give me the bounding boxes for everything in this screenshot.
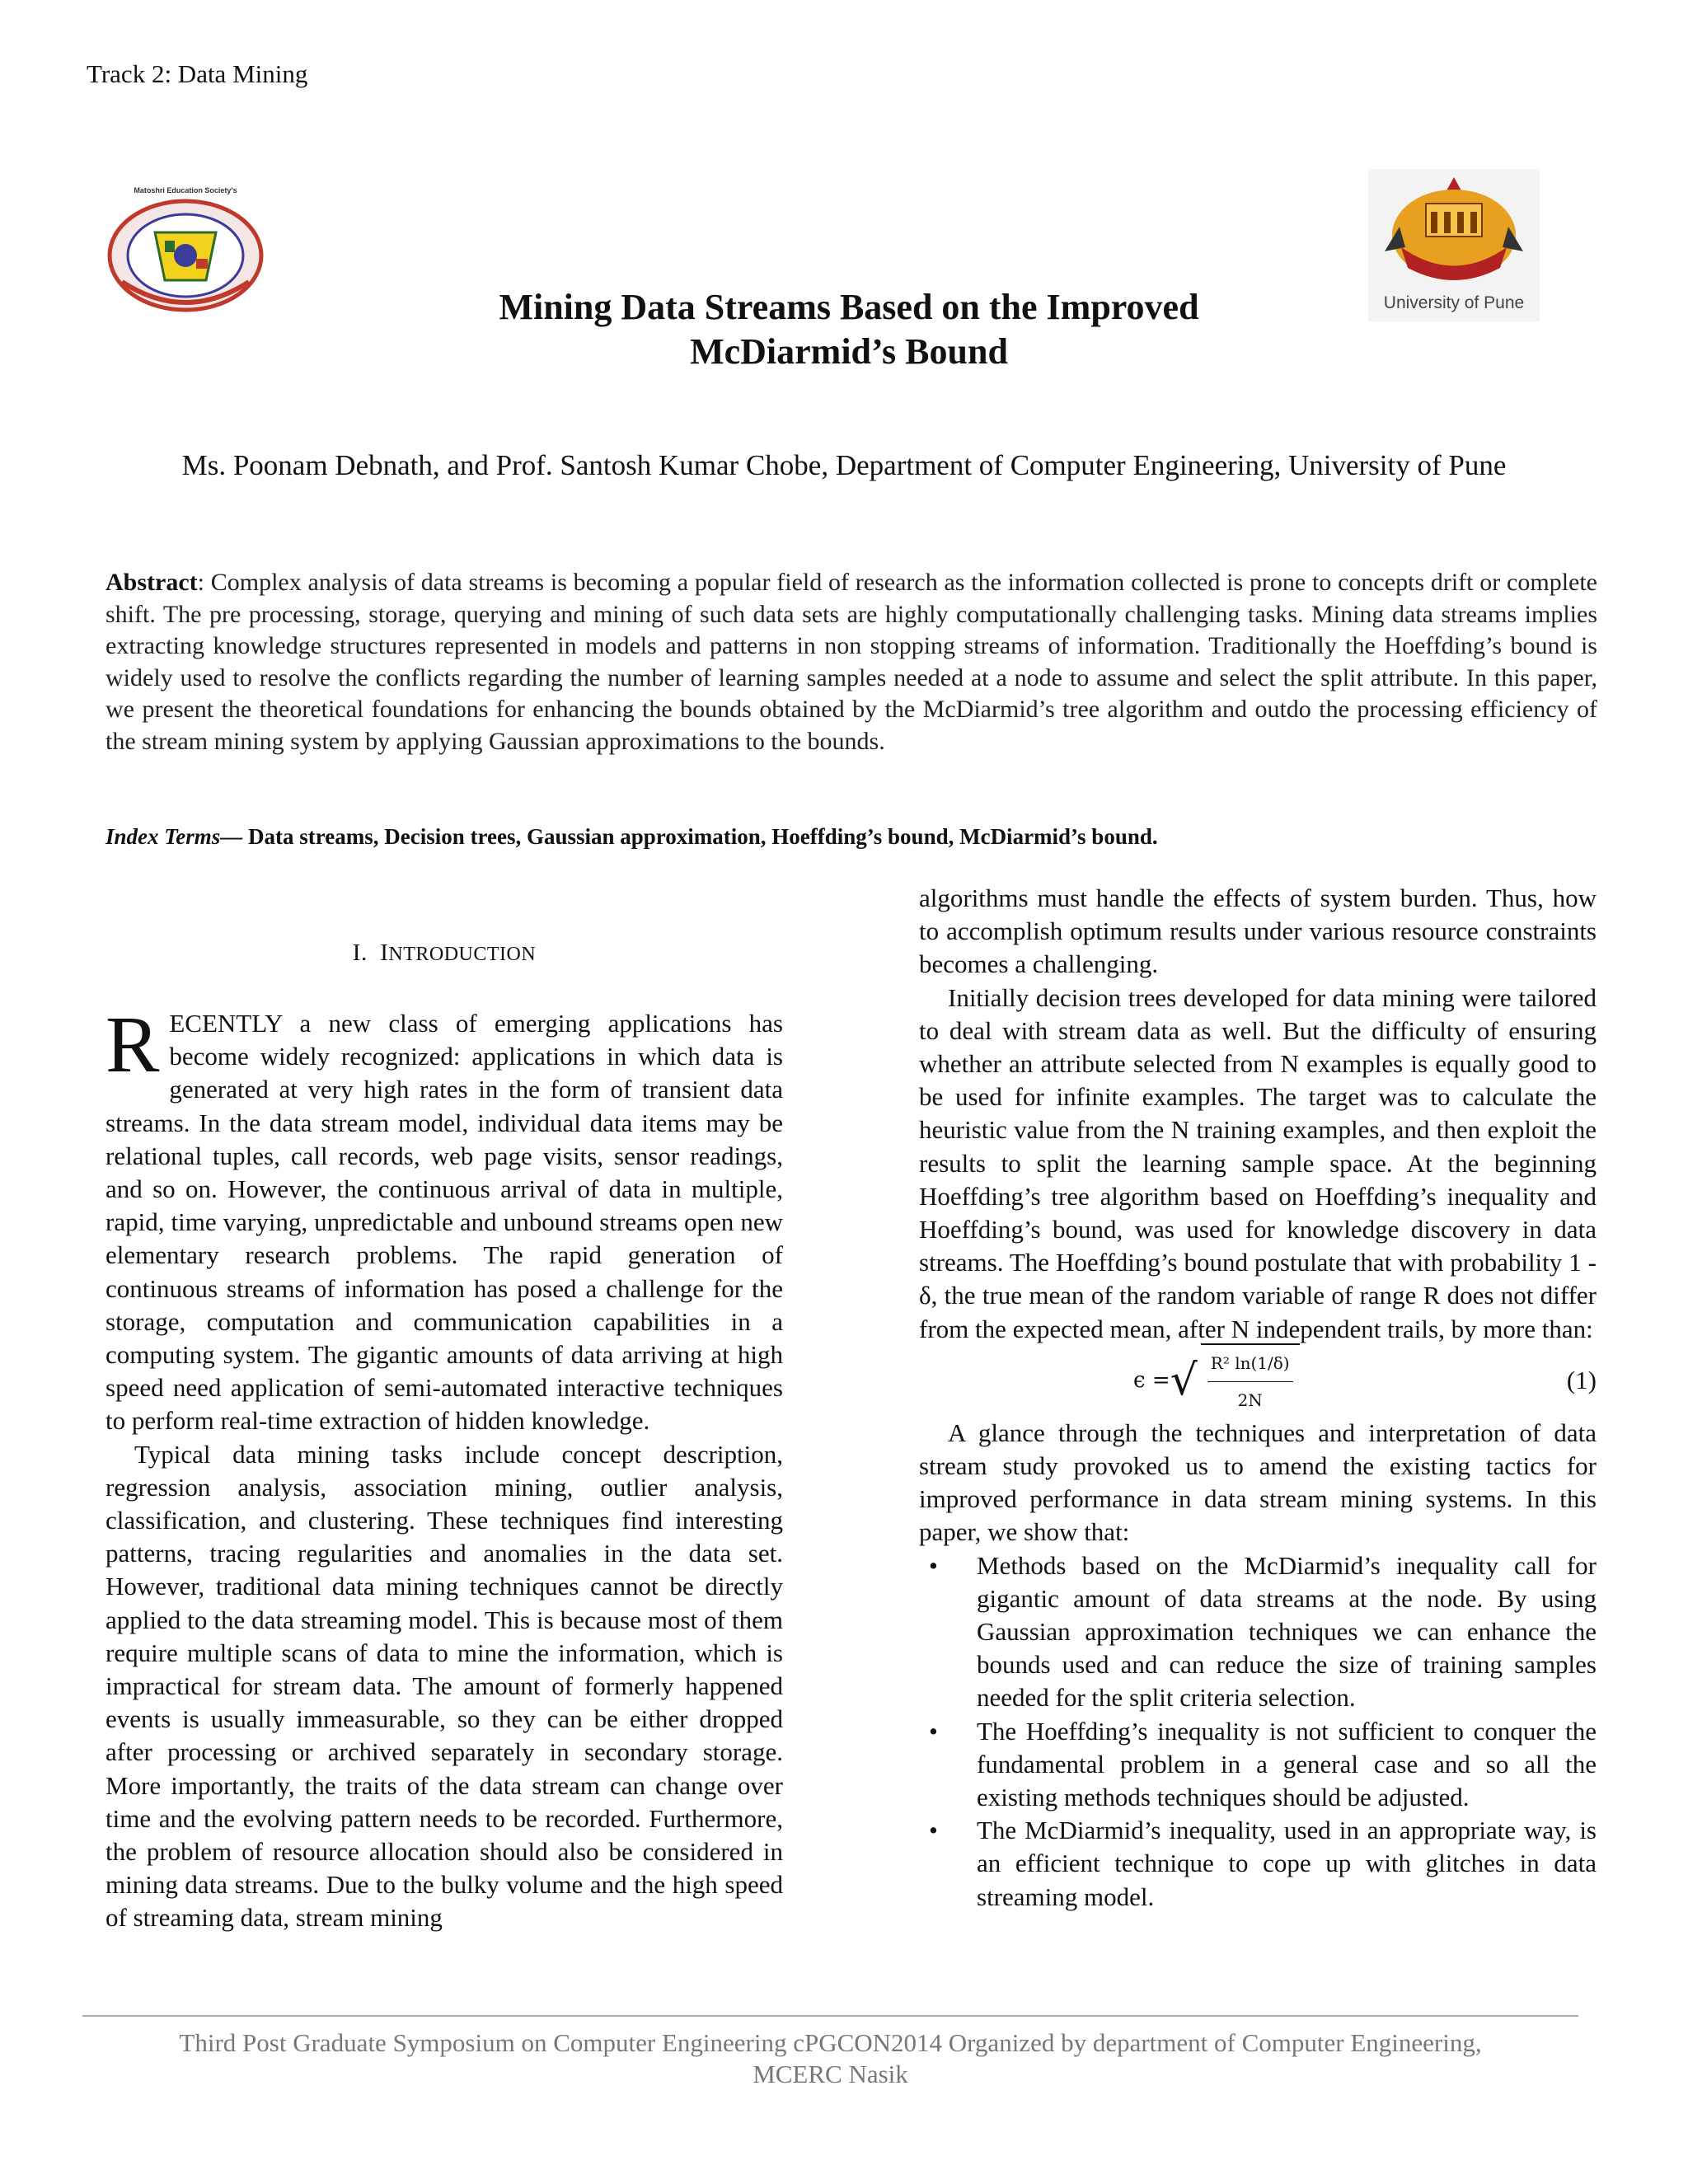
equation-math (1133, 1343, 1300, 1417)
bullet-icon: • (929, 1716, 938, 1746)
bullet-icon: • (929, 1550, 938, 1580)
list-item-text: The McDiarmid’s inequality, used in an appropriate way, is an efficient technique to cope up with glitches in data streaming model. (977, 1816, 1597, 1911)
section-heading (106, 940, 783, 967)
equation-1 (919, 1347, 1597, 1413)
footer-line-1: Third Post Graduate Symposium on Computer Engineering cPGCON2014 Organized by department of Computer Engineering, (179, 2028, 1482, 2057)
index-terms (106, 824, 1597, 850)
right-paragraph-1: Initially decision trees developed for data mining were tailored to deal with stream data as well. But the difficulty of ensuring whether an attribute selected from N examples is equally good to be used for infinite examples. The target was to calculate the heuristic value from the N training examples, and then exploit the results to split the learning sample space. At the beginning Hoeffding’s tree algorithm based on Hoeffding’s inequality and Hoeffding’s bound, was used for knowledge discovery in data streams. The Hoeffding’s bound postulate that with probability 1 - δ, the true mean of the random variable of range R does not differ from the expected mean, after N independent trails, by more than: (919, 982, 1597, 1343)
author-affiliation: , Department of Computer Engineering, University of Pune (821, 449, 1507, 481)
right-paragraph-0: algorithms must handle the effects of system burden. Thus, how to accomplish optimum results under various resource constraints becomes a challenging. (919, 883, 1597, 979)
paper-title (272, 285, 1426, 374)
drop-cap: R (106, 1001, 160, 1090)
footer-divider (82, 2015, 1578, 2017)
right-paragraph-2: A glance through the techniques and interpretation of data stream study provoked us to amend the existing tactics for improved performance in data stream mining systems. In this paper, we show that: (919, 1418, 1597, 1547)
institution-logo (106, 183, 266, 315)
running-header: Track 2: Data Mining (87, 59, 308, 88)
intro-paragraph-1-text: ECENTLY a new class of emerging applications has become widely recognized: applications in which data is generated at very high rates in the form of transient data streams. In the data stream model, individual data items may be relational tuples, call records, web page visits, sensor readings, and so on. However, the continuous arrival of data in multiple, rapid, time varying, unpredictable and unbound streams open new elementary research problems. The rapid generation of continuous streams of information has posed a challenge for the storage, computation and communication capabilities in a computing system. The gigantic amounts of data arriving at high speed need application of semi-automated interactive techniques to perform real-time extraction of hidden knowledge. (106, 1009, 783, 1436)
bullet-icon: • (929, 1816, 938, 1845)
list-item (919, 1814, 1597, 1914)
logo-caption-text: Matoshri Education Society's (134, 186, 237, 194)
list-item-text: Methods based on the McDiarmid’s inequality call for gigantic amount of data streams at the node. By using Gaussian approximation techniques we can enhance the bounds used and can reduce the size of training samples needed for the split criteria selection. (977, 1550, 1597, 1713)
abstract-label: Abstract (106, 569, 198, 596)
title-line-1: Mining Data Streams Based on the Improved (499, 287, 1199, 327)
equation-numerator: R² ln(1/δ) (1207, 1347, 1293, 1382)
equation-lhs: ϵ = (1133, 1367, 1170, 1393)
right-column (919, 882, 1597, 1914)
index-terms-text: Data streams, Decision trees, Gaussian approximation, Hoeffding’s bound, McDiarmid’s bound. (242, 824, 1158, 849)
equation-denominator: 2N (1237, 1390, 1263, 1411)
equation-number: (1) (1566, 1365, 1597, 1394)
abstract (106, 567, 1597, 757)
author-line (66, 449, 1622, 482)
section-title-initial: I (380, 940, 389, 966)
list-item (919, 1549, 1597, 1715)
university-logo-caption: University of Pune (1383, 293, 1525, 312)
list-item (919, 1715, 1597, 1815)
abstract-text: : Complex analysis of data streams is becoming a popular field of research as the information collected is prone to concepts drift or complete shift. The pre processing, storage, querying and mining of such data sets are highly computationally challenging tasks. Mining data streams implies extracting knowledge structures represented in models and patterns in non stopping streams of information. Traditionally the Hoeffding’s bound is widely used to resolve the conflicts regarding the number of learning samples needed at a node to assume and select the split attribute. In this paper, we present the theoretical foundations for enhancing the bounds obtained by the McDiarmid’s tree algorithm and outdo the processing efficiency of the stream mining system by applying Gaussian approximations to the bounds. (106, 569, 1597, 755)
footer-line-2: MCERC Nasik (753, 2060, 908, 2088)
section-title-rest: NTRODUCTION (388, 944, 537, 965)
title-line-2: McDiarmid’s Bound (690, 331, 1008, 372)
list-item-text: The Hoeffding’s inequality is not sufficient to conquer the fundamental problem in a general case and so all the existing methods techniques should be adjusted. (977, 1716, 1597, 1812)
author-names: Ms. Poonam Debnath, and Prof. Santosh Kumar Chobe (181, 449, 822, 481)
intro-paragraph-1 (106, 1001, 783, 1438)
intro-paragraph-2: Typical data mining tasks include concept description, regression analysis, association mining, outlier analysis, classification, and clustering. These techniques find interesting patterns, tracing regularities and anomalies in the data set. However, traditional data mining techniques cannot be directly applied to the data streaming model. This is because most of them require multiple scans of data to mine the information, which is impractical for stream data. The amount of formerly happened events is usually immeasurable, so they can be either dropped after processing or archived separately in secondary storage. More importantly, the traits of the data stream can change over time and the evolving pattern needs to be recorded. Furthermore, the problem of resource allocation should also be considered in mining data streams. Due to the bulky volume and the high speed of streaming data, stream mining (106, 1439, 783, 1933)
contribution-list (919, 1549, 1597, 1914)
index-terms-label: Index Terms— (106, 824, 243, 849)
left-column (106, 1001, 783, 1935)
equation-fraction (1201, 1343, 1300, 1417)
page-footer (82, 2027, 1578, 2090)
sqrt-symbol: √ (1170, 1355, 1198, 1405)
section-number: I. (352, 940, 368, 966)
